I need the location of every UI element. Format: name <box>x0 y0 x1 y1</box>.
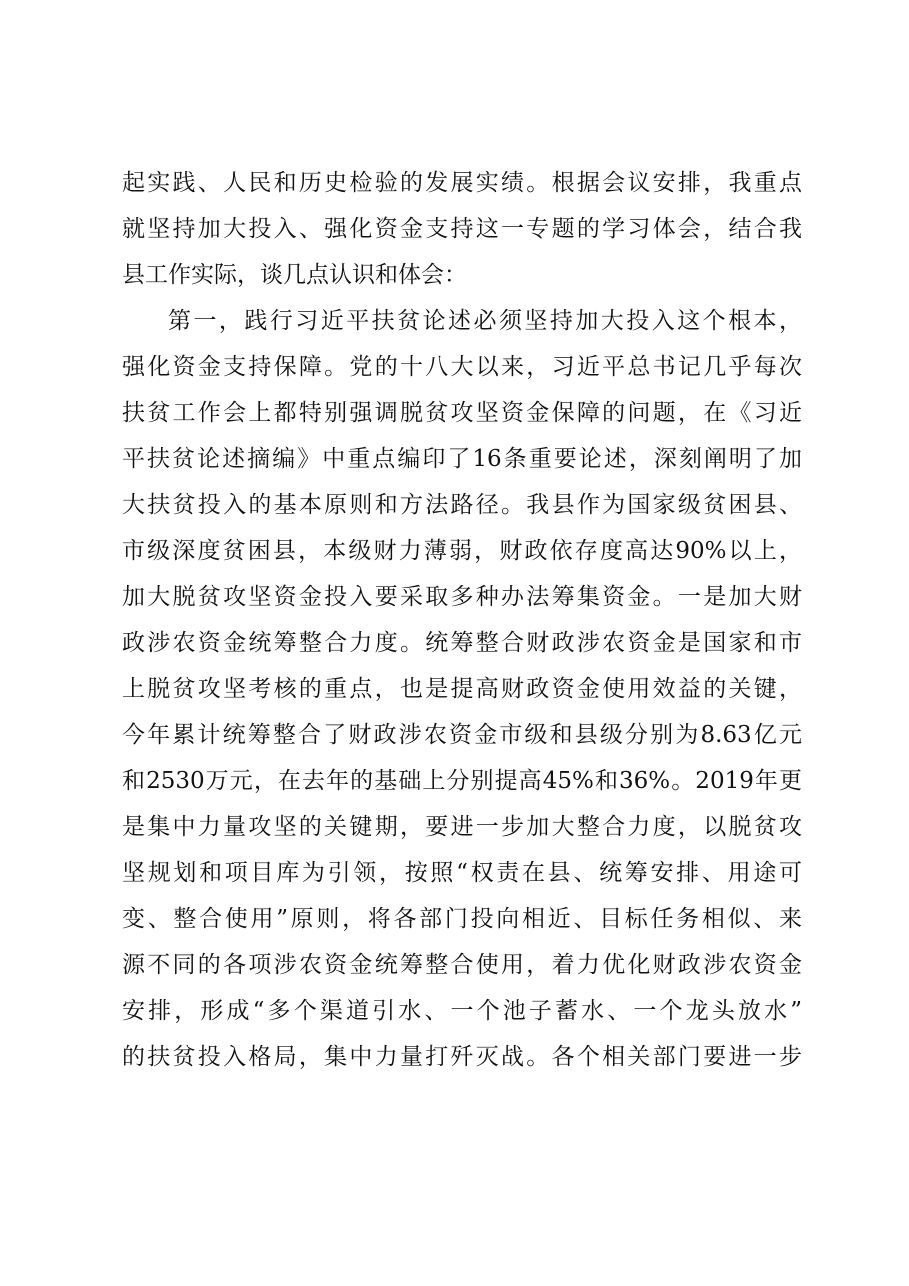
text-line: 强化资金支持保障。党的十八大以来，习近平总书记几乎每次 <box>122 354 802 380</box>
text-line: 变、整合使用”原则，将各部门投向相近、目标任务相似、来 <box>122 906 802 932</box>
text-line: 源不同的各项涉农资金统筹整合使用，着力优化财政涉农资金 <box>122 952 802 978</box>
text-line: 市级深度贫困县，本级财力薄弱，财政依存度高达90%以上， <box>122 538 802 564</box>
text-line: 起实践、人民和历史检验的发展实绩。根据会议安排，我重点 <box>122 170 802 196</box>
text-line: 今年累计统筹整合了财政涉农资金市级和县级分别为8.63亿元 <box>122 722 802 748</box>
text-line: 扶贫工作会上都特别强调脱贫攻坚资金保障的问题，在《习近 <box>122 400 802 426</box>
text-line: 平扶贫论述摘编》中重点编印了16条重要论述，深刻阐明了加 <box>122 446 802 472</box>
text-line: 县工作实际，谈几点认识和体会： <box>122 262 467 288</box>
text-line: 就坚持加大投入、强化资金支持这一专题的学习体会，结合我 <box>122 216 802 242</box>
text-line: 和2530万元，在去年的基础上分别提高45%和36%。2019年更 <box>122 768 802 794</box>
text-line: 是集中力量攻坚的关键期，要进一步加大整合力度，以脱贫攻 <box>122 814 802 840</box>
text-line: 安排，形成“多个渠道引水、一个池子蓄水、一个龙头放水” <box>122 998 802 1024</box>
text-line: 政涉农资金统筹整合力度。统筹整合财政涉农资金是国家和市 <box>122 630 802 656</box>
text-line: 上脱贫攻坚考核的重点，也是提高财政资金使用效益的关键， <box>122 676 802 702</box>
text-line: 坚规划和项目库为引领，按照“权责在县、统筹安排、用途可 <box>122 860 802 886</box>
text-line: 大扶贫投入的基本原则和方法路径。我县作为国家级贫困县、 <box>122 492 802 518</box>
paragraph-start-line: 第一，践行习近平扶贫论述必须坚持加大投入这个根本， <box>168 308 802 334</box>
text-line: 加大脱贫攻坚资金投入要采取多种办法筹集资金。一是加大财 <box>122 584 802 610</box>
text-line: 的扶贫投入格局，集中力量打歼灭战。各个相关部门要进一步 <box>122 1044 802 1070</box>
body-text <box>122 160 802 1080</box>
